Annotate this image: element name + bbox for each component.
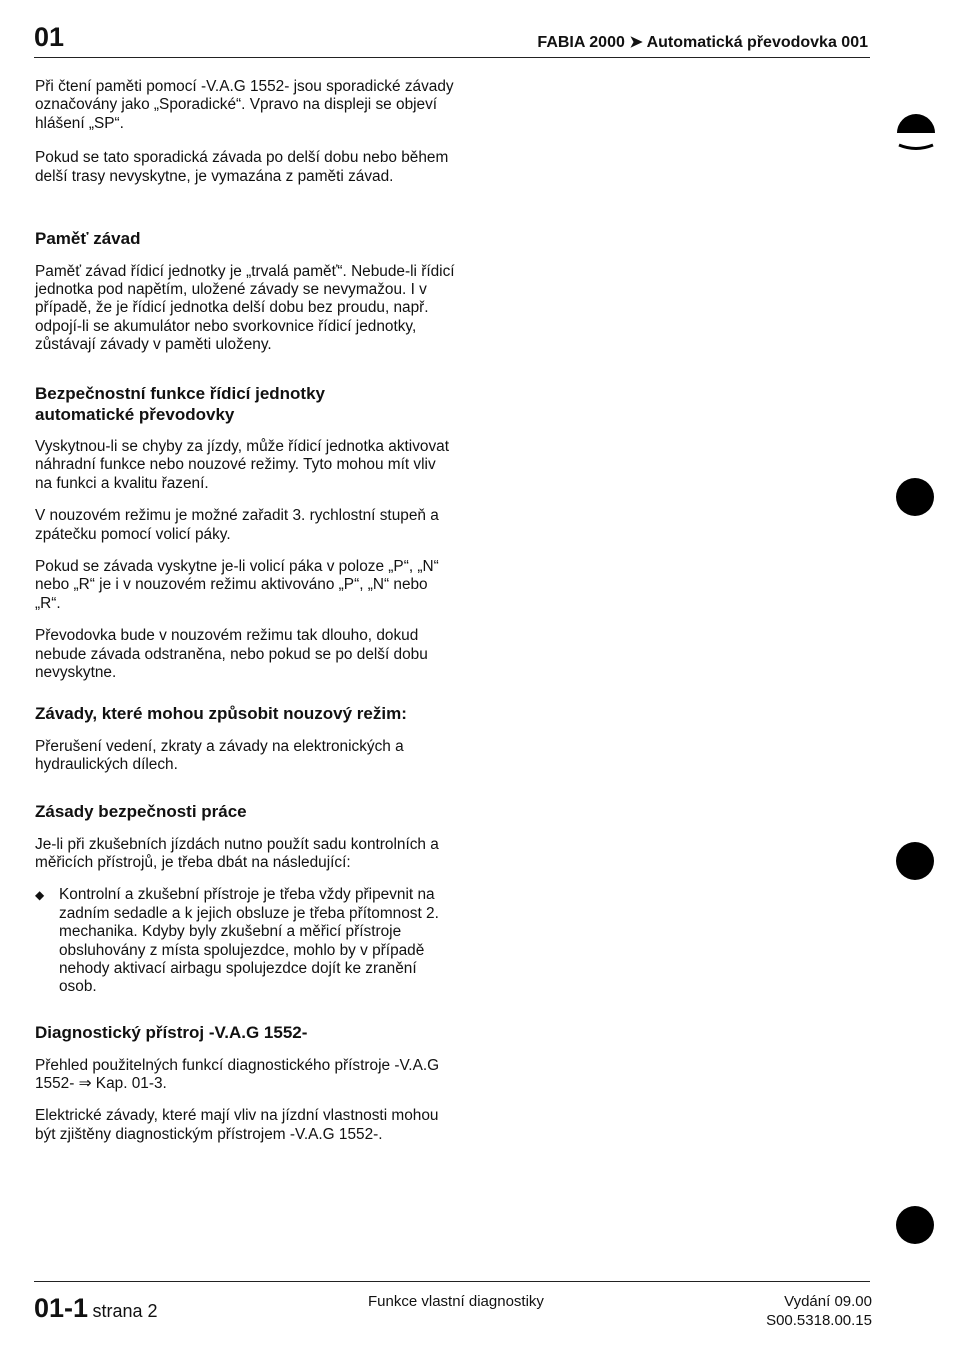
footer-doc-number: S00.5318.00.15	[766, 1311, 872, 1329]
section-paragraph: Vyskytnou-li se chyby za jízdy, může řídicí jednotka aktivovat náhradní funkce nebo nouzové režimy. Tyto mohou mít vliv na funkci a kvalitu řazení.	[35, 438, 450, 492]
section-heading: Diagnostický přístroj -V.A.G 1552-	[35, 1023, 308, 1042]
document-title: FABIA 2000 ➤ Automatická převodovka 001	[537, 34, 868, 51]
section-heading: Bezpečnostní funkce řídicí jednotky automatické převodovky	[35, 384, 326, 424]
punch-hole-icon	[896, 842, 934, 880]
section-work-safety	[35, 802, 455, 997]
section-paragraph: Přerušení vedení, zkraty a závady na elektronických a hydraulických dílech.	[35, 737, 404, 773]
punch-hole-icon	[896, 478, 934, 516]
footer-page-label	[34, 1293, 158, 1324]
footer-rule	[34, 1281, 870, 1282]
footer-code: 01-1	[34, 1293, 89, 1323]
section-paragraph: Přehled použitelných funkcí diagnostického přístroje -V.A.G 1552- ⇒ Kap. 01-3.	[35, 1056, 440, 1092]
section-diagnostic-device	[35, 1023, 455, 1144]
section-faults	[35, 704, 455, 774]
footer-edition-block	[766, 1293, 872, 1330]
tab-marker-icon	[893, 112, 939, 154]
footer-edition: Vydání 09.00	[784, 1293, 872, 1310]
section-heading: Zásady bezpečnosti práce	[35, 802, 247, 821]
intro-text	[35, 78, 455, 186]
chapter-number: 01	[34, 22, 65, 52]
footer-page-number: strana 2	[92, 1301, 158, 1321]
section-paragraph: Elektrické závady, které mají vliv na jízdní vlastnosti mohou být zjištěny diagnostickým přístrojem -V.A.G 1552-.	[35, 1107, 439, 1143]
intro-paragraph: Při čtení paměti pomocí -V.A.G 1552- jsou sporadické závady označovány jako „Sporadické“. Vpravo na displeji se objeví hlášení „SP“.	[35, 78, 454, 132]
section-fault-memory	[35, 229, 455, 355]
section-paragraph: Pokud se závada vyskytne je-li volicí páka v poloze „P“, „N“ nebo „R“ je i v nouzovém režimu aktivováno „P“, „N“ nebo „R“.	[35, 558, 439, 612]
diamond-bullet-icon: ◆	[35, 888, 45, 903]
punch-hole-icon	[896, 1206, 934, 1244]
footer-section-title: Funkce vlastní diagnostiky	[368, 1293, 544, 1310]
list-item-text: Kontrolní a zkušební přístroje je třeba vždy připevnit na zadním sedadle a k jejich obsluze je třeba přítomnost 2. mechanika. Kdyby byly zkušební a měřicí přístroje obsluhovány z místa spolujezdce, mohlo by v případě nehody aktivací airbagu spolujezdce dojít ke zranění osob.	[59, 886, 439, 996]
section-safety-function	[35, 384, 455, 682]
header-rule	[34, 57, 870, 58]
section-paragraph: Paměť závad řídicí jednotky je „trvalá paměť“. Nebude-li řídicí jednotka pod napětím, uložené závady se nevymažou. I v případě, že je řídicí jednotka delší dobu bez proudu, např. odpojí-li se akumulátor nebo svorkovnice řídicí jednotky, zůstávají závady v paměti uloženy.	[35, 262, 455, 354]
section-paragraph: Převodovka bude v nouzovém režimu tak dlouho, dokud nebude závada odstraněna, nebo pokud se po delší dobu nevyskytne.	[35, 627, 428, 682]
list-item	[35, 886, 455, 996]
section-paragraph: V nouzovém režimu je možné zařadit 3. rychlostní stupeň a zpátečku pomocí volicí páky.	[35, 507, 439, 543]
section-heading: Paměť závad	[35, 229, 141, 248]
section-paragraph: Je-li při zkušebních jízdách nutno použít sadu kontrolních a měřicích přístrojů, je třeba dbát na následující:	[35, 835, 439, 871]
intro-paragraph: Pokud se tato sporadická závada po delší dobu nebo během delší trasy nevyskytne, je vymazána z paměti závad.	[35, 149, 449, 185]
section-heading: Závady, které mohou způsobit nouzový režim:	[35, 704, 407, 723]
